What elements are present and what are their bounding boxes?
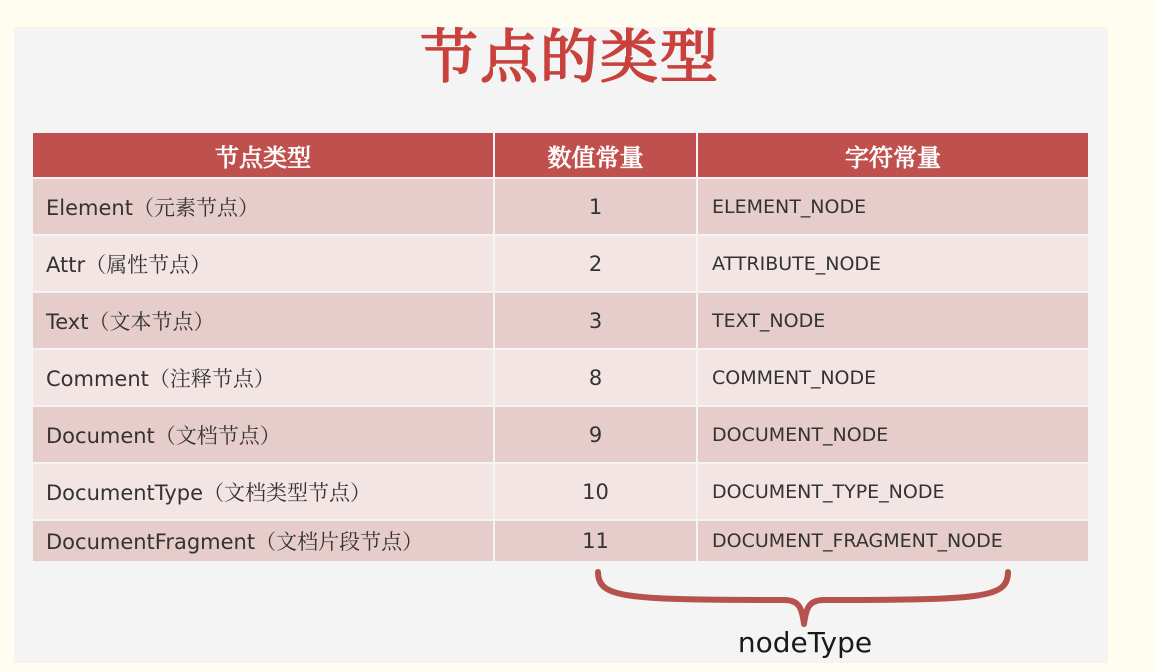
cell-string-constant: COMMENT_NODE — [698, 350, 1088, 405]
cell-string-constant: DOCUMENT_FRAGMENT_NODE — [698, 521, 1088, 561]
cell-string-constant: DOCUMENT_TYPE_NODE — [698, 464, 1088, 519]
cell-numeric-value: 8 — [495, 350, 696, 405]
header-string-constant: 字符常量 — [698, 133, 1088, 177]
header-numeric-constant: 数值常量 — [495, 133, 696, 177]
brace-label: nodeType — [737, 626, 873, 659]
cell-string-constant: ATTRIBUTE_NODE — [698, 236, 1088, 291]
cell-numeric-value: 9 — [495, 407, 696, 462]
cell-string-constant: ELEMENT_NODE — [698, 179, 1088, 234]
cell-node-type: Attr（属性节点） — [33, 236, 493, 291]
cell-string-constant: DOCUMENT_NODE — [698, 407, 1088, 462]
cell-numeric-value: 2 — [495, 236, 696, 291]
cell-node-type: Element（元素节点） — [33, 179, 493, 234]
cell-node-type: Comment（注释节点） — [33, 350, 493, 405]
cell-numeric-value: 11 — [495, 521, 696, 561]
cell-numeric-value: 1 — [495, 179, 696, 234]
curly-brace-icon — [594, 568, 1014, 628]
cell-numeric-value: 10 — [495, 464, 696, 519]
header-node-type: 节点类型 — [33, 133, 493, 177]
cell-node-type: DocumentFragment（文档片段节点） — [33, 521, 493, 561]
cell-numeric-value: 3 — [495, 293, 696, 348]
slide-title: 节点的类型 — [419, 23, 720, 91]
cell-node-type: DocumentType（文档类型节点） — [33, 464, 493, 519]
node-type-table — [33, 133, 1088, 561]
cell-node-type: Document（文档节点） — [33, 407, 493, 462]
cell-node-type: Text（文本节点） — [33, 293, 493, 348]
cell-string-constant: TEXT_NODE — [698, 293, 1088, 348]
